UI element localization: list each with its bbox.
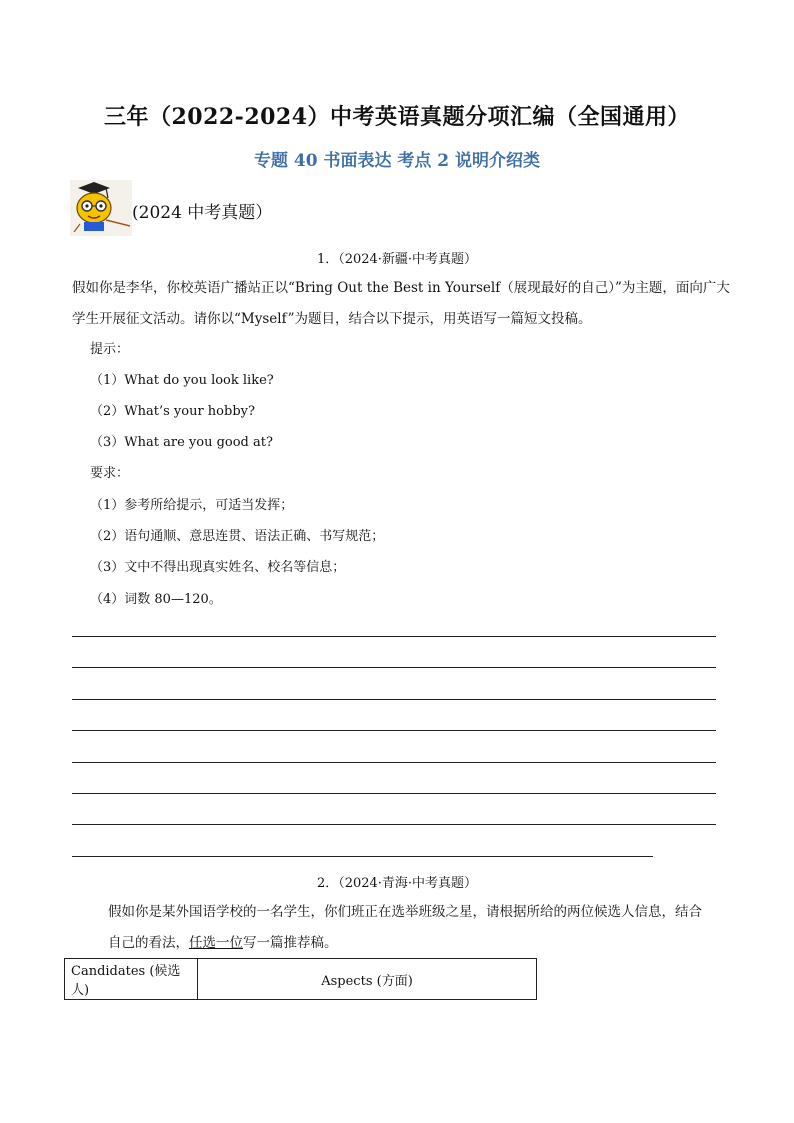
q1-heading: 1．（2024·新疆·中考真题） (316, 252, 478, 267)
q1-prompt-line2: 学生开展征文活动。请你以“Myself”为题目，结合以下提示，用英语写一篇短文投稿。 (72, 311, 592, 327)
graduate-mascot-icon (70, 180, 132, 236)
q2-prompt-line1: 假如你是某外国语学校的一名学生，你们班正在选举班级之星，请根据所给的两位候选人信息，结合 (108, 904, 702, 920)
candidates-table (64, 958, 537, 1000)
q1-hint: （3）What are you good at? (90, 435, 273, 450)
answer-line[interactable] (72, 793, 716, 794)
q1-hint: （2）What’s your hobby? (90, 404, 255, 419)
table-header-candidates: Candidates (候选人) (65, 959, 198, 1000)
answer-line[interactable] (72, 762, 716, 763)
table-row (65, 959, 537, 1000)
answer-line[interactable] (72, 699, 716, 700)
q1-req-label: 要求： (90, 466, 130, 481)
q2-prompt-line2 (108, 933, 338, 953)
page-title: 三年（2022-2024）中考英语真题分项汇编（全国通用） (103, 104, 691, 130)
answer-line[interactable] (72, 667, 716, 668)
answer-line[interactable] (72, 636, 716, 637)
q1-hint: （1）What do you look like? (90, 373, 274, 388)
q1-requirement: （4）词数 80—120。 (90, 592, 222, 607)
q1-hints-label: 提示： (90, 342, 130, 357)
q1-requirement: （3）文中不得出现真实姓名、校名等信息； (90, 560, 346, 575)
q2-heading: 2．（2024·青海·中考真题） (316, 876, 478, 891)
q2-prompt-pre: 自己的看法， (108, 935, 189, 951)
section-year-label: (2024 中考真题） (132, 203, 273, 223)
table-header-aspects: Aspects (方面) (198, 959, 537, 1000)
q1-requirement: （1）参考所给提示，可适当发挥； (90, 498, 294, 513)
q1-requirement: （2）语句通顺、意思连贯、语法正确、书写规范； (90, 529, 385, 544)
answer-line[interactable] (72, 824, 716, 825)
answer-line[interactable] (72, 856, 653, 857)
q2-prompt-post: 写一篇推荐稿。 (243, 935, 338, 951)
q1-prompt-line1: 假如你是李华，你校英语广播站正以“Bring Out the Best in Yourself（展现最好的自己）”为主题，面向广大 (72, 280, 730, 296)
answer-line[interactable] (72, 730, 716, 731)
q2-prompt-underlined: 任选一位 (189, 935, 243, 951)
page-subtitle: 专题 40 书面表达 考点 2 说明介绍类 (253, 151, 541, 171)
